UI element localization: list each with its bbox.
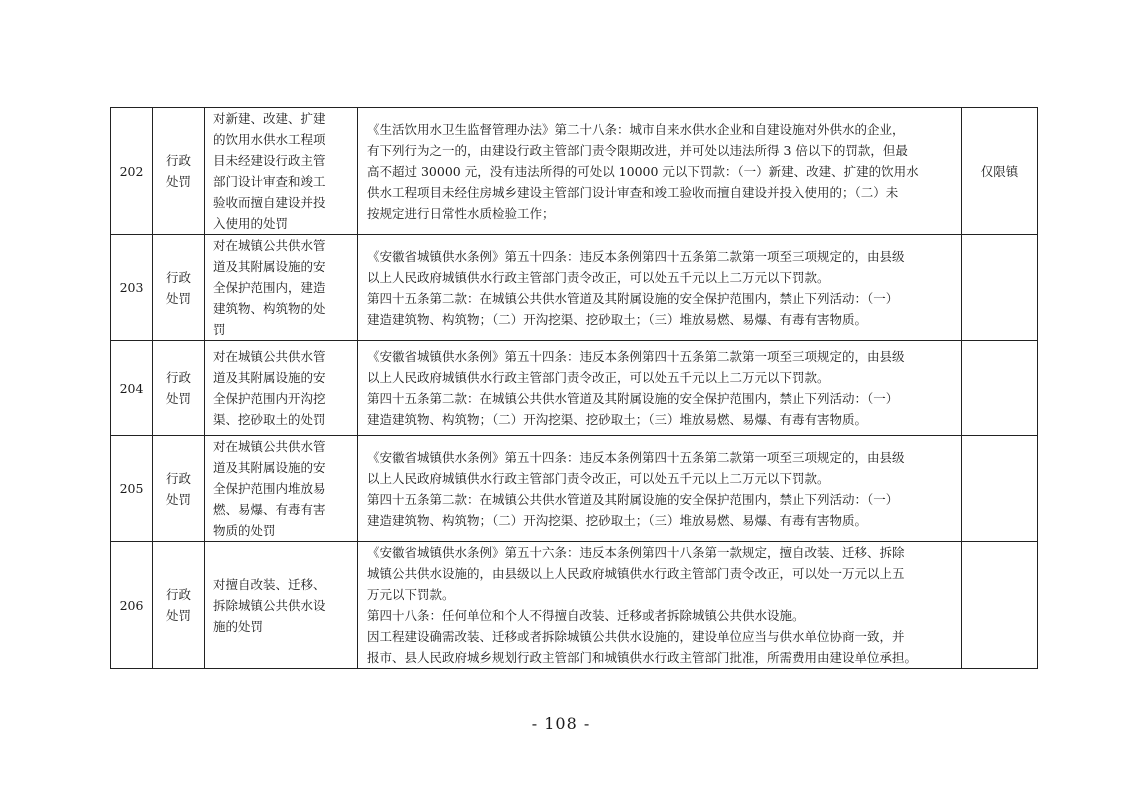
penalty-type-line: 行政	[165, 370, 191, 385]
item-name-line: 对在城镇公共供水管	[213, 238, 326, 253]
item-name-cell	[205, 235, 358, 341]
legal-basis-line: 以上人民政府城镇供水行政主管部门责令改正，可以处五千元以上二万元以下罚款。	[367, 370, 830, 385]
legal-basis-line: 因工程建设确需改装、迁移或者拆除城镇公共供水设施的，建设单位应当与供水单位协商一致，并	[367, 629, 905, 644]
legal-basis-line: 《安徽省城镇供水条例》第五十四条：违反本条例第四十五条第二款第一项至三项规定的，由县级	[367, 248, 905, 264]
legal-basis-cell	[358, 436, 962, 542]
remark-cell	[962, 436, 1038, 542]
item-name-line: 验收而擅自建设并投	[213, 195, 326, 210]
item-name-line: 渠、挖砂取土的处罚	[213, 412, 326, 427]
item-name-line: 目未经建设行政主管	[213, 153, 326, 168]
row-number: 206	[111, 542, 153, 669]
legal-basis-line: 《生活饮用水卫生监督管理办法》第二十八条：城市自来水供水企业和自建设施对外供水的企业，	[367, 121, 905, 137]
item-name-cell	[205, 341, 358, 436]
item-name-line: 的饮用水供水工程项	[213, 132, 326, 147]
item-name-line: 全保护范围内开沟挖	[213, 391, 326, 406]
penalty-type-line: 处罚	[165, 608, 191, 623]
penalty-type-line: 行政	[165, 153, 191, 168]
penalty-type-line: 处罚	[165, 391, 191, 406]
item-name-line: 全保护范围内，建造	[213, 280, 326, 295]
legal-basis-line: 建造建筑物、构筑物；（二）开沟挖渠、挖砂取土；（三）堆放易燃、易爆、有毒有害物质。	[367, 512, 868, 528]
remark-cell	[962, 542, 1038, 669]
penalty-type-cell	[153, 235, 205, 341]
legal-basis-line: 供水工程项目未经住房城乡建设主管部门设计审查和竣工验收而擅自建设并投入使用的；（二）未	[367, 184, 899, 200]
legal-basis-cell	[358, 341, 962, 436]
page-number: - 108 -	[531, 714, 591, 733]
item-name-cell	[205, 542, 358, 669]
legal-basis-line: 第四十五条第二款：在城镇公共供水管道及其附属设施的安全保护范围内，禁止下列活动：（一）	[367, 391, 899, 406]
legal-basis-line: 《安徽省城镇供水条例》第五十四条：违反本条例第四十五条第二款第一项至三项规定的，由县级	[367, 349, 905, 364]
item-name-line: 道及其附属设施的安	[213, 460, 326, 475]
penalty-type-cell	[153, 341, 205, 436]
legal-basis-line: 高不超过 30000 元，没有违法所得的可处以 10000 元以下罚款：（一）新建、改建、扩建的饮用水	[367, 163, 919, 179]
item-name-cell	[205, 436, 358, 542]
item-name-line: 对在城镇公共供水管	[213, 349, 326, 364]
penalty-type-line: 行政	[165, 269, 191, 285]
row-number: 205	[111, 436, 153, 542]
item-name-line: 对新建、改建、扩建	[213, 111, 326, 126]
item-name-line: 燃、易爆、有毒有害	[213, 502, 326, 517]
penalty-type-line: 处罚	[165, 491, 191, 507]
table-row	[111, 436, 1038, 542]
legal-basis-line: 有下列行为之一的，由建设行政主管部门责令限期改进，并可处以违法所得 3 倍以下的罚款，但最	[367, 142, 908, 158]
item-name-line: 对在城镇公共供水管	[213, 439, 326, 454]
item-name-line: 道及其附属设施的安	[213, 370, 326, 385]
table-row	[111, 341, 1038, 436]
item-name-line: 道及其附属设施的安	[213, 259, 326, 274]
remark-cell	[962, 341, 1038, 436]
penalty-type-cell	[153, 108, 205, 235]
legal-basis-cell	[358, 108, 962, 235]
legal-basis-line: 第四十八条：任何单位和个人不得擅自改装、迁移或者拆除城镇公共供水设施。	[367, 608, 805, 623]
item-name-line: 物质的处罚	[213, 523, 276, 538]
legal-basis-line: 《安徽省城镇供水条例》第五十六条：违反本条例第四十八条第一款规定，擅自改装、迁移、拆除	[367, 545, 905, 560]
remark-cell	[962, 235, 1038, 341]
item-name-cell	[205, 108, 358, 235]
table-row	[111, 108, 1038, 235]
penalty-type-cell	[153, 542, 205, 669]
row-number: 204	[111, 341, 153, 436]
row-number: 202	[111, 108, 153, 235]
legal-basis-line: 按规定进行日常性水质检验工作；	[367, 205, 555, 221]
item-name-line: 施的处罚	[213, 618, 264, 634]
item-name-line: 入使用的处罚	[213, 216, 289, 231]
legal-basis-line: 万元以下罚款。	[367, 587, 455, 602]
item-name-line: 拆除城镇公共供水设	[213, 597, 326, 613]
item-name-line: 部门设计审查和竣工	[213, 174, 326, 189]
legal-basis-line: 《安徽省城镇供水条例》第五十四条：违反本条例第四十五条第二款第一项至三项规定的，由县级	[367, 449, 905, 465]
legal-basis-cell	[358, 235, 962, 341]
item-name-line: 对擅自改装、迁移、	[213, 576, 326, 592]
item-name-line: 全保护范围内堆放易	[213, 481, 326, 496]
remark-cell: 仅限镇	[962, 108, 1038, 235]
legal-basis-line: 建造建筑物、构筑物；（二）开沟挖渠、挖砂取土；（三）堆放易燃、易爆、有毒有害物质。	[367, 311, 868, 327]
penalty-type-cell	[153, 436, 205, 542]
penalty-type-line: 处罚	[165, 174, 191, 189]
regulation-table-body	[111, 108, 1038, 669]
legal-basis-line: 建造建筑物、构筑物；（二）开沟挖渠、挖砂取土；（三）堆放易燃、易爆、有毒有害物质。	[367, 412, 868, 427]
legal-basis-cell	[358, 542, 962, 669]
item-name-line: 罚	[213, 322, 226, 337]
penalty-type-line: 处罚	[165, 290, 191, 306]
legal-basis-line: 第四十五条第二款：在城镇公共供水管道及其附属设施的安全保护范围内，禁止下列活动：（一）	[367, 290, 899, 306]
penalty-type-line: 行政	[165, 587, 191, 602]
table-row	[111, 542, 1038, 669]
legal-basis-line: 以上人民政府城镇供水行政主管部门责令改正，可以处五千元以上二万元以下罚款。	[367, 470, 830, 486]
row-number: 203	[111, 235, 153, 341]
item-name-line: 建筑物、构筑物的处	[213, 301, 326, 316]
regulation-table	[110, 107, 1038, 669]
legal-basis-line: 报市、县人民政府城乡规划行政主管部门和城镇供水行政主管部门批准，所需费用由建设单位承担。	[367, 650, 918, 665]
legal-basis-line: 第四十五条第二款：在城镇公共供水管道及其附属设施的安全保护范围内，禁止下列活动：（一）	[367, 491, 899, 507]
penalty-type-line: 行政	[165, 470, 191, 486]
legal-basis-line: 城镇公共供水设施的，由县级以上人民政府城镇供水行政主管部门责令改正，可以处一万元以上五	[367, 566, 905, 581]
legal-basis-line: 以上人民政府城镇供水行政主管部门责令改正，可以处五千元以上二万元以下罚款。	[367, 269, 830, 285]
table-row	[111, 235, 1038, 341]
